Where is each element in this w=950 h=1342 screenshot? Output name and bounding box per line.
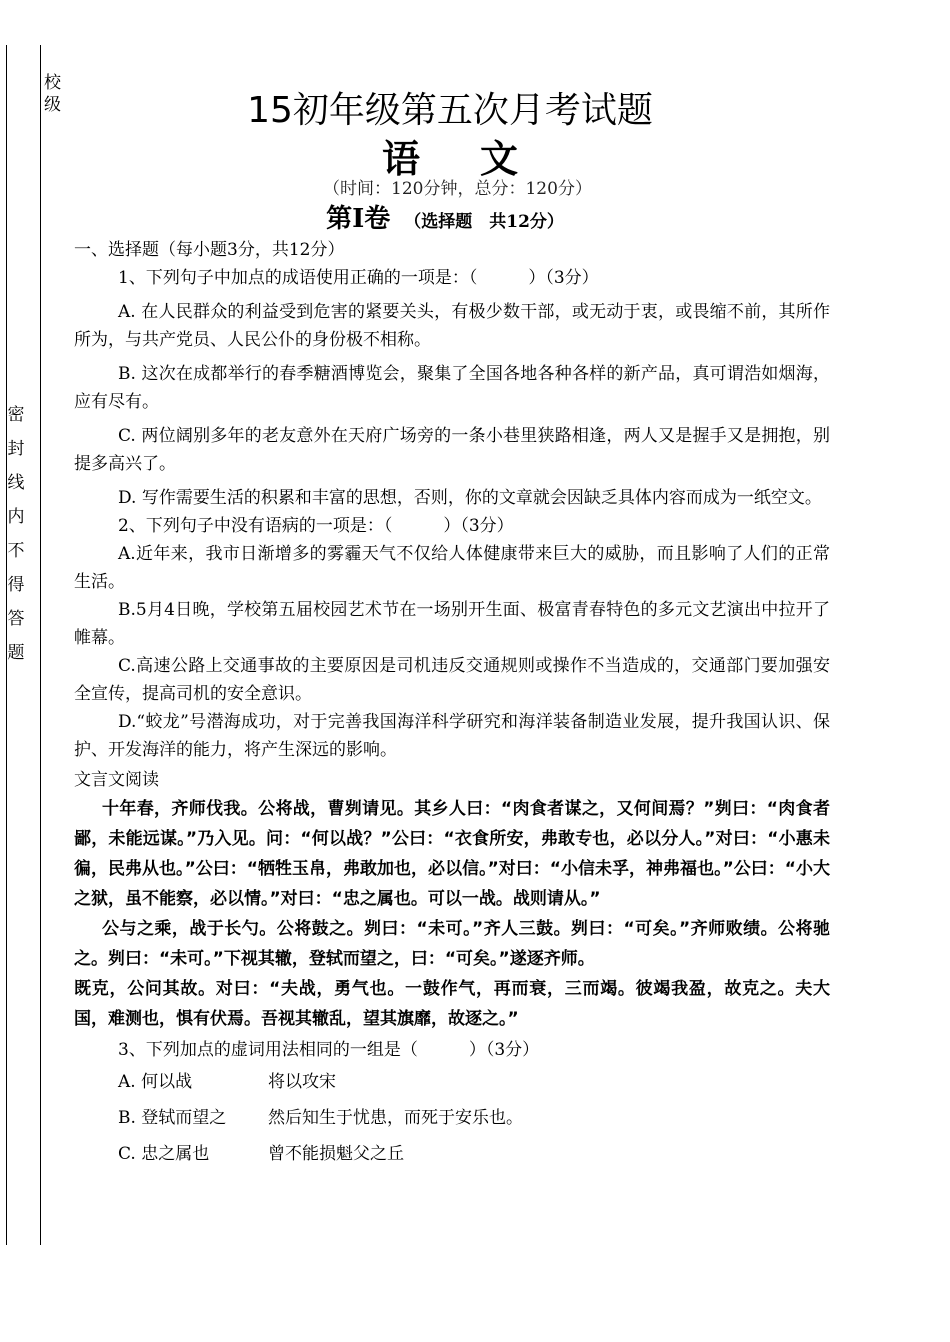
classical-passage bbox=[74, 794, 830, 1034]
question-1-stem: 1、下列句子中加点的成语使用正确的一项是：（ ）（3分） bbox=[118, 268, 599, 288]
option-c-left: C. 忠之属也 bbox=[118, 1144, 210, 1164]
seal-char: 密 bbox=[7, 405, 25, 425]
volume-heading bbox=[0, 198, 890, 235]
seal-char: 不 bbox=[7, 541, 25, 561]
volume-note: （选择题 共12分） bbox=[404, 212, 564, 232]
school-label-char: 校 bbox=[44, 73, 61, 93]
question-2-option-c: C.高速公路上交通事故的主要原因是司机违反交通规则或操作不当造成的，交通部门要加强安全宣传，提高司机的安全意识。 bbox=[74, 656, 830, 704]
question-1-option-c: C. 两位阔别多年的老友意外在天府广场旁的一条小巷里狭路相逢，两人又是握手又是拥抱，别提多高兴了。 bbox=[74, 426, 830, 474]
question-3-option-c bbox=[74, 1136, 830, 1172]
seal-char: 线 bbox=[7, 473, 25, 493]
seal-char: 答 bbox=[7, 609, 25, 629]
question-1-option-b: B. 这次在成都举行的春季糖酒博览会，聚集了全国各地各种各样的新产品，真可谓浩如烟海，应有尽有。 bbox=[74, 364, 830, 412]
option-b-right: 然后知生于忧患，而死于安乐也。 bbox=[268, 1108, 523, 1128]
question-1-option-a: A. 在人民群众的利益受到危害的紧要关头，有极少数干部，或无动于衷，或畏缩不前，其所作所为，与共产党员、人民公仆的身份极不相称。 bbox=[74, 302, 830, 350]
option-c-right: 曾不能损魁父之丘 bbox=[268, 1144, 404, 1164]
classical-paragraph-1: 十年春，齐师伐我。公将战，曹刿请见。其乡人曰：“肉食者谋之，又何间焉？”刿曰：“肉食者鄙，未能远谋。”乃入见。问：“何以战？”公曰：“衣食所安，弗敢专也，必以分人。”对曰：“小惠未徧，民弗从也。”公曰：“牺牲玉帛，弗敢加也，必以信。”对曰：“小信未孚，神弗福也。”公曰：“小大之狱，虽不能察，必以情。”对曰：“忠之属也。可以一战。战则请从。” bbox=[74, 799, 830, 909]
option-b-left: B. 登轼而望之 bbox=[118, 1108, 227, 1128]
school-label-char: 级 bbox=[44, 95, 61, 115]
question-3-option-b bbox=[74, 1100, 830, 1136]
question-3-option-a bbox=[74, 1064, 830, 1100]
option-a-right: 将以攻宋 bbox=[268, 1072, 336, 1092]
question-3-stem: 3、下列加点的虚词用法相同的一组是（ ）（3分） bbox=[118, 1040, 540, 1060]
seal-char: 封 bbox=[7, 439, 25, 459]
exam-title: 15初年级第五次月考试题 bbox=[247, 90, 653, 131]
classical-paragraph-3: 既克，公问其故。对曰：“夫战，勇气也。一鼓作气，再而衰，三而竭。彼竭我盈，故克之。夫大国，难测也，惧有伏焉。吾视其辙乱，望其旗靡，故逐之。” bbox=[74, 979, 830, 1029]
exam-content bbox=[74, 236, 830, 1172]
classical-paragraph-2: 公与之乘，战于长勺。公将鼓之。刿曰：“未可。”齐人三鼓。刿曰：“可矣。”齐师败绩。公将驰之。刿曰：“未可。”下视其辙，登轼而望之，曰：“可矣。”遂逐齐师。 bbox=[74, 919, 830, 969]
exam-time-info: （时间：120分钟，总分：120分） bbox=[323, 179, 592, 199]
question-2-option-b: B.5月4日晚，学校第五届校园艺术节在一场别开生面、极富青春特色的多元文艺演出中拉开了帷幕。 bbox=[74, 600, 830, 648]
classical-reading-label: 文言文阅读 bbox=[74, 770, 159, 790]
option-a-left: A. 何以战 bbox=[118, 1072, 193, 1092]
section-heading: 一、选择题（每小题3分，共12分） bbox=[74, 240, 345, 260]
seal-char: 内 bbox=[7, 507, 25, 527]
volume-title: 第Ⅰ卷 bbox=[326, 204, 391, 234]
seal-line-notice bbox=[6, 398, 26, 670]
question-2-option-d: D.“蛟龙”号潜海成功，对于完善我国海洋科学研究和海洋装备制造业发展，提升我国认识、保护、开发海洋的能力，将产生深远的影响。 bbox=[74, 712, 830, 760]
question-1-option-d: D. 写作需要生活的积累和丰富的思想，否则，你的文章就会因缺乏具体内容而成为一纸空文。 bbox=[118, 488, 822, 508]
exam-subject: 语文 bbox=[381, 136, 578, 181]
seal-char: 题 bbox=[7, 643, 25, 663]
question-2-option-a: A.近年来，我市日渐增多的雾霾天气不仅给人体健康带来巨大的威胁，而且影响了人们的正常生活。 bbox=[74, 544, 830, 592]
question-2-stem: 2、下列句子中没有语病的一项是：（ ）（3分） bbox=[118, 516, 514, 536]
seal-char: 得 bbox=[7, 575, 25, 595]
